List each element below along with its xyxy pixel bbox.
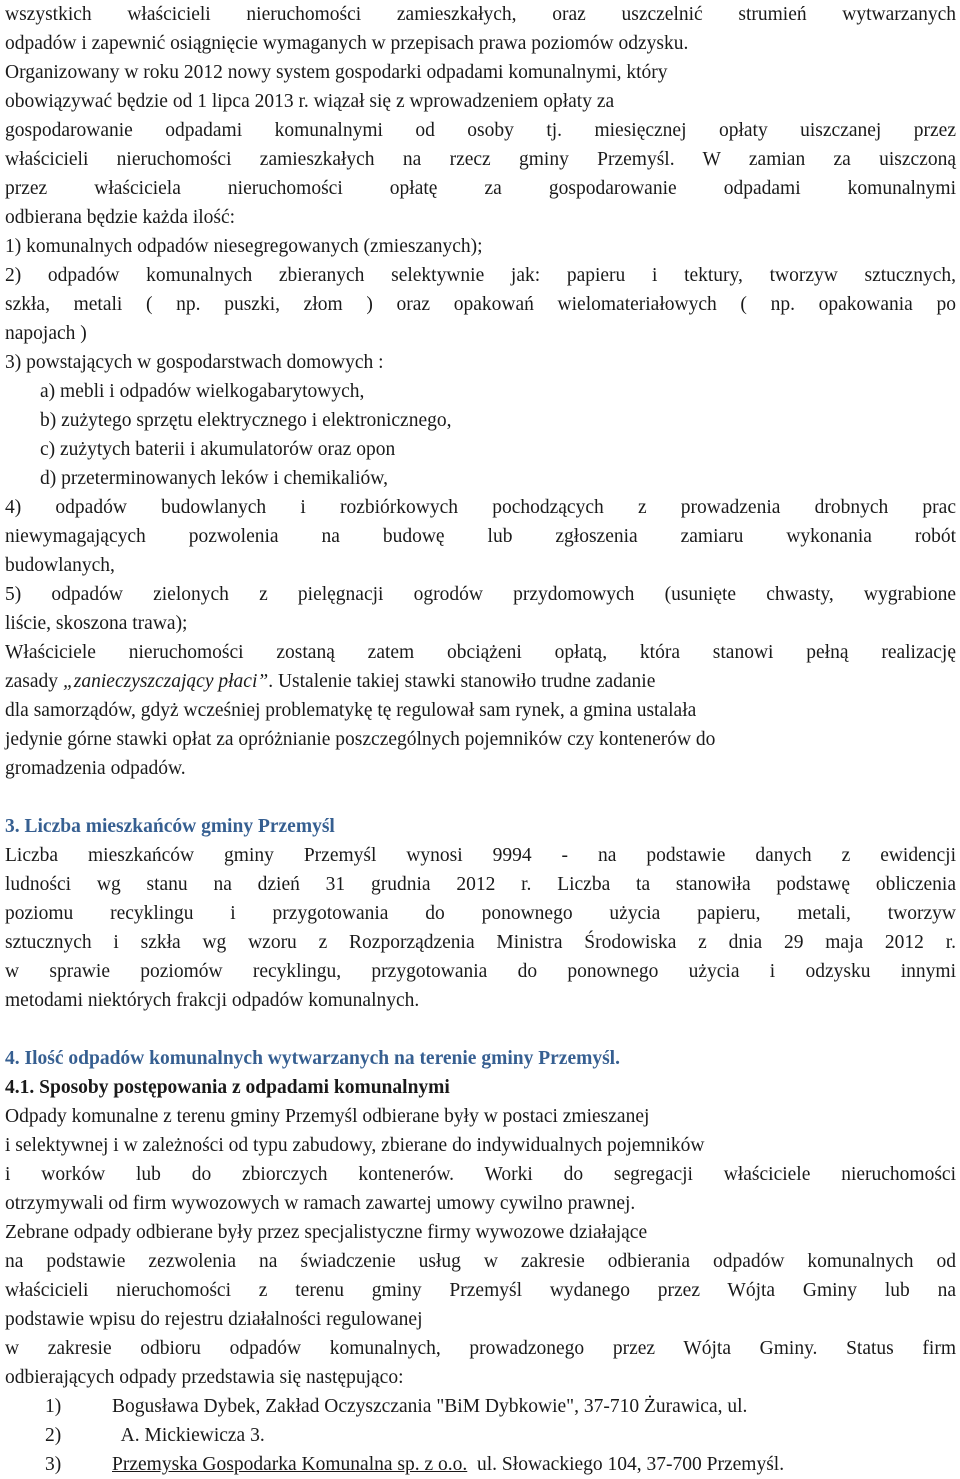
text-line: i worków lub do zbiorczych kontenerów. Worki do segregacji właściciele nieruchomości	[5, 1164, 956, 1185]
firm-list	[5, 1392, 956, 1479]
text-line: 2) odpadów komunalnych zbieranych selektywnie jak: papieru i tektury, tworzyw sztucznych,	[5, 265, 956, 286]
text-line: właścicieli nieruchomości zamieszkałych na rzecz gminy Przemyśl. W zamian za uiszczoną	[5, 149, 956, 170]
text-line: otrzymywali od firm wywozowych w ramach zawartej umowy cywilno prawnej.	[5, 1193, 636, 1214]
text-line: dla samorządów, gdyż wcześniej problematykę tę regulował sam rynek, a gmina ustalała	[5, 700, 697, 721]
text-line: sztucznych i szkła wg wzoru z Rozporządzenia Ministra Środowiska z dnia 29 maja 2012 r.	[5, 932, 956, 953]
firm-item	[5, 1421, 956, 1450]
section-3-body	[5, 841, 956, 1015]
text-line: ludności wg stanu na dzień 31 grudnia 2012 r. Liczba ta stanowiła podstawę obliczenia	[5, 874, 956, 895]
firm-item	[5, 1392, 956, 1421]
text-line: 3) powstających w gospodarstwach domowych :	[5, 352, 384, 373]
text-line: jedynie górne stawki opłat za opróżnianie poszczególnych pojemników czy kontenerów do	[5, 729, 716, 750]
firm-number: 1)	[45, 1396, 62, 1417]
firm-number: 2)	[45, 1425, 62, 1446]
text-line: Odpady komunalne z terenu gminy Przemyśl odbierane były w postaci zmieszanej	[5, 1106, 650, 1127]
sub-item-list	[5, 377, 956, 493]
text-line: gospodarowanie odpadami komunalnymi od osoby tj. miesięcznej opłaty uiszczanej przez	[5, 120, 956, 141]
text-line: Zebrane odpady odbierane były przez specjalistyczne firmy wywozowe działające	[5, 1222, 648, 1243]
paragraph-continued	[5, 493, 956, 667]
section-4-body	[5, 1102, 956, 1392]
text-line: szkła, metali ( np. puszki, złom ) oraz opakowań wielomateriałowych ( np. opakowania po	[5, 294, 956, 315]
text-line: gromadzenia odpadów.	[5, 758, 186, 779]
text-line: 5) odpadów zielonych z pielęgnacji ogrodów przydomowych (usunięte chwasty, wygrabione	[5, 584, 956, 605]
text-line: budowlanych,	[5, 555, 115, 576]
text-line: właścicieli nieruchomości z terenu gminy Przemyśl wydanego przez Wójta Gminy lub na	[5, 1280, 956, 1301]
text-line: niewymagających pozwolenia na budowę lub zgłoszenia zamiaru wykonania robót	[5, 526, 956, 547]
text-line: poziomu recyklingu i przygotowania do ponownego użycia papieru, metali, tworzyw	[5, 903, 956, 924]
firm-address: ul. Słowackiego 104, 37-700 Przemyśl.	[467, 1454, 785, 1475]
text-line: Organizowany w roku 2012 nowy system gospodarki odpadami komunalnymi, który	[5, 62, 668, 83]
text-line: Właściciele nieruchomości zostaną zatem obciążeni opłatą, która stanowi pełną realizację	[5, 642, 956, 663]
text-line: odpadów i zapewnić osiągnięcie wymaganych w przepisach prawa poziomów odzysku.	[5, 33, 689, 54]
text-line: liście, skoszona trawa);	[5, 613, 188, 634]
zasady-line	[5, 667, 956, 696]
text-line: na podstawie zezwolenia na świadczenie usług w zakresie odbierania odpadów komunalnych od	[5, 1251, 956, 1272]
section-4-1-subheading: 4.1. Sposoby postępowania z odpadami komunalnymi	[5, 1077, 450, 1098]
text-line: metodami niektórych frakcji odpadów komunalnych.	[5, 990, 420, 1011]
firm-number: 3)	[45, 1454, 62, 1475]
text-line: napojach )	[5, 323, 87, 344]
firm-text: A. Mickiewicza 3.	[112, 1425, 265, 1446]
sub-item: a) mebli i odpadów wielkogabarytowych,	[40, 381, 365, 402]
section-4-heading: 4. Ilość odpadów komunalnych wytwarzanych na terenie gminy Przemyśl.	[5, 1048, 620, 1069]
text-line: podstawie wpisu do rejestru działalności regulowanej	[5, 1309, 423, 1330]
text-line: odbierających odpady przedstawia się następująco:	[5, 1367, 404, 1388]
zasady-pre: zasady	[5, 671, 63, 692]
sub-item: b) zużytego sprzętu elektrycznego i elektronicznego,	[40, 410, 452, 431]
zasady-quote: „zanieczyszczający płaci”	[62, 671, 269, 692]
text-line: wszystkich właścicieli nieruchomości zamieszkałych, oraz uszczelnić strumień wytwarzanych	[5, 4, 956, 25]
firm-name-link[interactable]: Przemyska Gospodarka Komunalna sp. z o.o.	[112, 1454, 468, 1475]
section-3-heading: 3. Liczba mieszkańców gminy Przemyśl	[5, 816, 335, 837]
text-line: Liczba mieszkańców gminy Przemyśl wynosi 9994 - na podstawie danych z ewidencji	[5, 845, 956, 866]
sub-item: d) przeterminowanych leków i chemikaliów,	[40, 468, 388, 489]
text-line: i selektywnej i w zależności od typu zabudowy, zbierane do indywidualnych pojemników	[5, 1135, 705, 1156]
firm-text: Bogusława Dybek, Zakład Oczyszczania "BiM Dybkowie", 37-710 Żurawica, ul.	[112, 1396, 748, 1417]
firm-item	[5, 1450, 956, 1479]
text-line: obowiązywać będzie od 1 lipca 2013 r. wiązał się z wprowadzeniem opłaty za	[5, 91, 615, 112]
paragraph-opening	[5, 0, 956, 377]
paragraph-closing	[5, 696, 956, 783]
zasady-post: . Ustalenie takiej stawki stanowiło trudne zadanie	[268, 671, 656, 692]
text-line: w sprawie poziomów recyklingu, przygotowania do ponownego użycia i odzysku innymi	[5, 961, 956, 982]
text-line: 4) odpadów budowlanych i rozbiórkowych pochodzących z prowadzenia drobnych prac	[5, 497, 956, 518]
text-line: w zakresie odbioru odpadów komunalnych, prowadzonego przez Wójta Gminy. Status firm	[5, 1338, 956, 1359]
text-line: przez właściciela nieruchomości opłatę za gospodarowanie odpadami komunalnymi	[5, 178, 956, 199]
sub-item: c) zużytych baterii i akumulatorów oraz opon	[40, 439, 396, 460]
text-line: 1) komunalnych odpadów niesegregowanych (zmieszanych);	[5, 236, 483, 257]
text-line: odbierana będzie każda ilość:	[5, 207, 236, 228]
